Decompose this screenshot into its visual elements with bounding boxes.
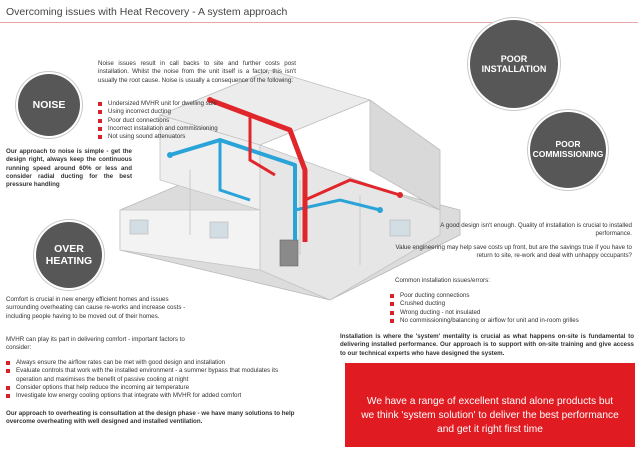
list-item: Consider options that help reduce the incoming air temperature	[6, 384, 296, 392]
noise-badge	[18, 74, 80, 136]
poor-commissioning-line1: POOR	[555, 139, 581, 150]
overheating-approach: Our approach to overheating is consultation at the design phase - we have many solutions to help overcome overheating with well designed and installed ventilation.	[6, 410, 295, 426]
list-item: Wrong ducting - not insulated	[390, 309, 635, 317]
noise-approach: Our approach to noise is simple - get the design right, always keep the continuous running speed around 60% or less and consider radial ducting for the best pressure handling	[6, 148, 132, 188]
noise-causes-list	[98, 100, 298, 141]
installation-errors-heading: Common installation issues/errors:	[395, 277, 490, 284]
list-item: Using incorrect ducting	[98, 108, 298, 116]
poor-installation-line2: INSTALLATION	[481, 64, 547, 74]
poor-commissioning-badge	[530, 112, 606, 188]
system-solution-text: We have a range of excellent stand alone products but we think 'system solution' to deliver the best performance and get it right first time	[361, 396, 619, 436]
list-item: Poor ducting connections	[390, 292, 635, 300]
system-solution-banner	[345, 363, 635, 447]
overheating-badge	[36, 222, 102, 288]
title-divider	[0, 22, 638, 23]
list-item: Investigate low energy cooling options that integrate with MVHR for added comfort	[6, 392, 296, 400]
installation-approach: Installation is where the 'system' mentality is crucial as what happens on-site is fundamental to delivering installed performance. Our approach is to support with on-site training and give access to our technical experts who have designed the system.	[340, 333, 634, 357]
list-item: Always ensure the airflow rates can be met with good design and installation	[6, 359, 296, 367]
page-title: Overcoming issues with Heat Recovery - A system approach	[6, 6, 288, 18]
list-item: Evaluate controls that work with the installed environment - a summer bypass that modulates its operation and maximises the benefit of passive cooling at night	[6, 367, 296, 384]
list-item: Incorrect installation and commissioning	[98, 125, 298, 133]
overheating-factors-list	[6, 359, 296, 400]
list-item: Not using sound attenuators	[98, 133, 298, 141]
list-item: Crushed ducting	[390, 300, 635, 308]
installation-errors-list	[390, 292, 635, 325]
poor-commissioning-line2: COMMISSIONING	[532, 149, 604, 159]
list-item: Poor duct connections	[98, 117, 298, 125]
poor-installation-line1: POOR	[500, 53, 528, 64]
overheating-mvhr-factors: MVHR can play its part in delivering comfort - important factors to consider:	[6, 336, 185, 352]
installation-value-engineering-text: Value engineering may help save costs up front, but are the savings true if you have to return to site, re-work and deal with unhappy occupants?	[395, 244, 632, 260]
list-item: Undersized MVHR unit for dwelling size	[98, 100, 298, 108]
list-item: No commissioning/balancing or airflow for unit and in-room grilles	[390, 317, 635, 325]
poor-installation-badge	[470, 20, 558, 108]
overheating-badge-line1: OVER	[54, 242, 84, 255]
mvhr-unit	[280, 240, 298, 266]
installation-quality-text: A good design isn't enough. Quality of installation is crucial to installed performance.	[440, 222, 632, 238]
overheating-intro: Comfort is crucial in new energy efficient homes and issues surrounding overheating can cause re-works and increase costs - including people having to be moved out of their homes.	[6, 296, 186, 320]
noise-badge-label: NOISE	[32, 98, 66, 111]
overheating-badge-line2: HEATING	[45, 255, 93, 267]
noise-intro: Noise issues result in call backs to site and further costs post installation. Whilst the noise from the unit itself is a factor, this isn't usually the root cause. Noise is usually a consequence of the following:	[98, 60, 296, 84]
